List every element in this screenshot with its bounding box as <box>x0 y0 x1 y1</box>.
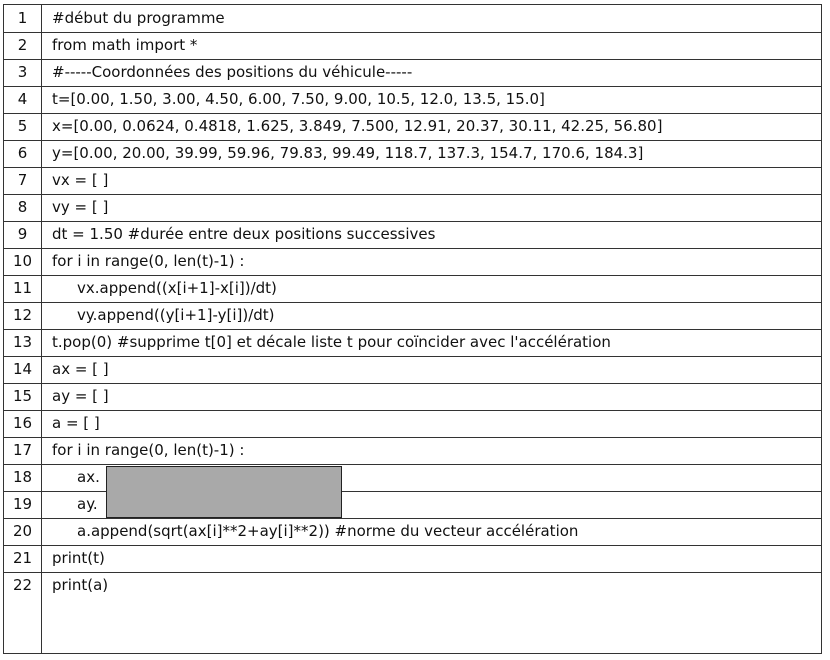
line-number: 4 <box>17 90 28 108</box>
code-text: t.pop(0) #supprime t[0] et décale liste t pour coïncider avec l'accélération <box>52 333 611 351</box>
code-line <box>4 545 821 573</box>
line-number: 1 <box>17 9 28 27</box>
code-line <box>4 248 821 276</box>
hidden-code-box <box>106 466 342 518</box>
code-line <box>4 59 821 87</box>
code-line <box>4 356 821 384</box>
code-text: #-----Coordonnées des positions du véhicule----- <box>52 63 413 81</box>
code-text: print(a) <box>52 576 109 594</box>
line-number: 21 <box>12 549 33 567</box>
code-line <box>4 275 821 303</box>
code-line <box>4 221 821 249</box>
code-text: ay. <box>77 495 98 513</box>
code-line <box>4 86 821 114</box>
line-number: 7 <box>17 171 28 189</box>
code-line <box>4 437 821 465</box>
code-line <box>4 5 821 33</box>
code-text: a.append(sqrt(ax[i]**2+ay[i]**2)) #norme du vecteur accélération <box>77 522 579 540</box>
line-number: 12 <box>12 306 33 324</box>
code-line <box>4 572 821 599</box>
code-line <box>4 518 821 546</box>
code-text: vx.append((x[i+1]-x[i])/dt) <box>77 279 277 297</box>
line-number: 19 <box>12 495 33 513</box>
code-text: vy.append((y[i+1]-y[i])/dt) <box>77 306 275 324</box>
line-number: 3 <box>17 63 28 81</box>
code-line <box>4 113 821 141</box>
line-number: 20 <box>12 522 33 540</box>
line-number: 11 <box>12 279 33 297</box>
line-number: 17 <box>12 441 33 459</box>
code-text: from math import * <box>52 36 198 54</box>
line-number: 13 <box>12 333 33 351</box>
line-number: 10 <box>12 252 33 270</box>
code-line <box>4 140 821 168</box>
code-text: ay = [ ] <box>52 387 109 405</box>
line-number: 18 <box>12 468 33 486</box>
code-listing-table <box>3 4 822 654</box>
code-line <box>4 302 821 330</box>
code-text: t=[0.00, 1.50, 3.00, 4.50, 6.00, 7.50, 9.00, 10.5, 12.0, 13.5, 15.0] <box>52 90 545 108</box>
code-text: ax = [ ] <box>52 360 109 378</box>
code-text: x=[0.00, 0.0624, 0.4818, 1.625, 3.849, 7.500, 12.91, 20.37, 30.11, 42.25, 56.80] <box>52 117 663 135</box>
code-text: #début du programme <box>52 9 225 27</box>
code-line <box>4 32 821 60</box>
line-number: 5 <box>17 117 28 135</box>
code-line <box>4 194 821 222</box>
line-number: 14 <box>12 360 33 378</box>
code-text: for i in range(0, len(t)-1) : <box>52 252 245 270</box>
code-text: y=[0.00, 20.00, 39.99, 59.96, 79.83, 99.49, 118.7, 137.3, 154.7, 170.6, 184.3] <box>52 144 644 162</box>
line-number: 22 <box>12 576 33 594</box>
code-text: vx = [ ] <box>52 171 109 189</box>
code-line <box>4 167 821 195</box>
code-line <box>4 383 821 411</box>
code-text: a = [ ] <box>52 414 100 432</box>
line-number: 6 <box>17 144 28 162</box>
code-text: ax. <box>77 468 100 486</box>
code-line <box>4 329 821 357</box>
line-number: 15 <box>12 387 33 405</box>
line-number: 8 <box>17 198 28 216</box>
line-number: 9 <box>17 225 28 243</box>
code-text: for i in range(0, len(t)-1) : <box>52 441 245 459</box>
line-number: 16 <box>12 414 33 432</box>
code-text: print(t) <box>52 549 105 567</box>
code-text: dt = 1.50 #durée entre deux positions successives <box>52 225 436 243</box>
line-number: 2 <box>17 36 28 54</box>
code-line <box>4 410 821 438</box>
code-text: vy = [ ] <box>52 198 109 216</box>
